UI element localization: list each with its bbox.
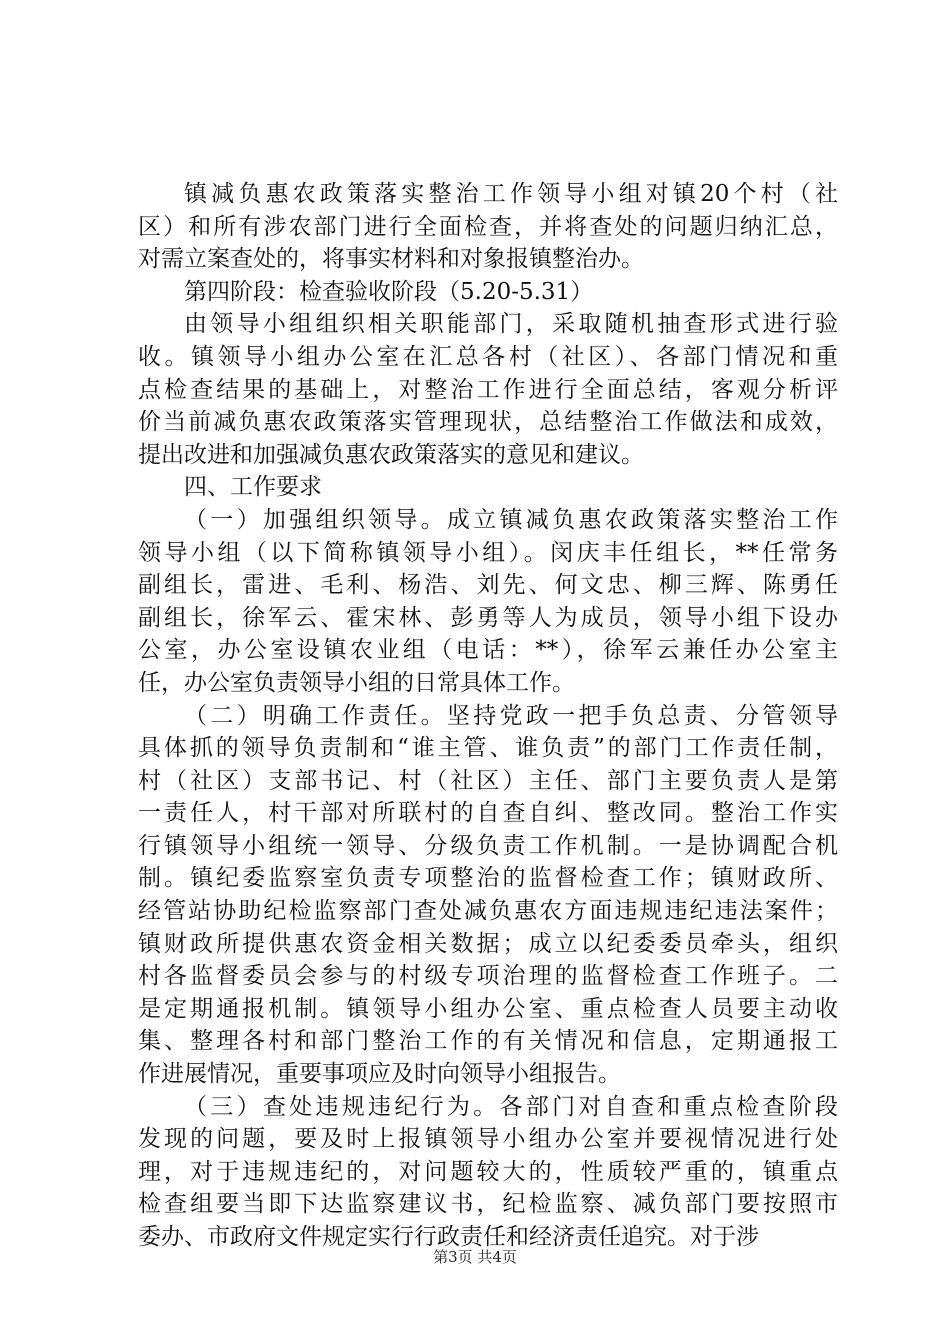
text-line: 区）和所有涉农部门进行全面检查，并将查处的问题归纳汇总， [138,213,838,240]
text-line: 是定期通报机制。镇领导小组办公室、重点检查人员要主动收 [138,995,838,1022]
text-line: 具体抓的领导负责制和“谁主管、谁负责”的部门工作责任制， [138,735,838,762]
paragraph [138,700,838,1091]
paragraph [138,504,838,700]
text-line: 价当前减负惠农政策落实管理现状，总结整治工作做法和成效， [138,409,838,436]
text-line: 村（社区）支部书记、村（社区）主任、部门主要负责人是第 [138,767,838,794]
text-line: 发现的问题，要及时上报镇领导小组办公室并要视情况进行处 [138,1126,838,1153]
text-line: 副组长，徐军云、霍宋林、彭勇等人为成员，领导小组下设办 [138,604,838,631]
paragraph [138,471,838,504]
text-line: 行镇领导小组统一领导、分级负责工作机制。一是协调配合机 [138,832,838,859]
text-line: 制。镇纪委监察室负责专项整治的监督检查工作；镇财政所、 [138,865,838,892]
text-line: （一）加强组织领导。成立镇减负惠农政策落实整治工作 [184,506,838,533]
text-line: 公室，办公室设镇农业组（电话：**），徐军云兼任办公室主 [138,637,838,664]
text-line: （二）明确工作责任。坚持党政一把手负总责、分管领导 [184,702,838,729]
text-line: 由领导小组组织相关职能部门，采取随机抽查形式进行验 [184,311,838,338]
text-line: 领导小组（以下简称镇领导小组）。闵庆丰任组长，**任常务 [138,539,838,566]
page-footer: 第3页 共4页 [433,1248,517,1266]
paragraph [138,308,838,471]
text-line: 委办、市政府文件规定实行行政责任和经济责任追究。对于涉 [138,1224,759,1250]
text-line: 镇减负惠农政策落实整治工作领导小组对镇20个村（社 [184,181,838,207]
text-line: 四、工作要求 [184,474,322,501]
text-line: 理，对于违规违纪的，对问题较大的，性质较严重的，镇重点 [138,1158,838,1185]
text-line: 第四阶段：检查验收阶段（5.20-5.31） [184,278,594,305]
text-line: 任，办公室负责领导小组的日常具体工作。 [138,669,575,696]
text-line: 对需立案查处的，将事实材料和对象报镇整治办。 [138,246,644,273]
text-line: 收。镇领导小组办公室在汇总各村（社区）、各部门情况和重 [138,343,838,370]
text-line: 检查组要当即下达监察建议书，纪检监察、减负部门要按照市 [138,1191,838,1218]
text-line: 点检查结果的基础上，对整治工作进行全面总结，客观分析评 [138,376,838,403]
paragraph [138,178,838,276]
text-line: 村各监督委员会参与的村级专项治理的监督检查工作班子。二 [138,963,838,990]
text-line: 副组长，雷进、毛利、杨浩、刘先、何文忠、柳三辉、陈勇任 [138,572,838,599]
text-line: 作进展情况，重要事项应及时向领导小组报告。 [138,1061,621,1088]
text-line: 镇财政所提供惠农资金相关数据；成立以纪委委员牵头，组织 [138,930,838,957]
text-line: （三）查处违规违纪行为。各部门对自查和重点检查阶段 [184,1093,838,1120]
paragraph [138,1091,838,1254]
text-line: 经管站协助纪检监察部门查处减负惠农方面违规违纪违法案件； [138,898,838,925]
text-line: 一责任人，村干部对所联村的自查自纠、整改同。整治工作实 [138,800,838,827]
text-line: 提出改进和加强减负惠农政策落实的意见和建议。 [138,441,644,468]
text-line: 集、整理各村和部门整治工作的有关情况和信息，定期通报工 [138,1028,838,1055]
document-body [138,178,838,1254]
paragraph [138,276,838,309]
